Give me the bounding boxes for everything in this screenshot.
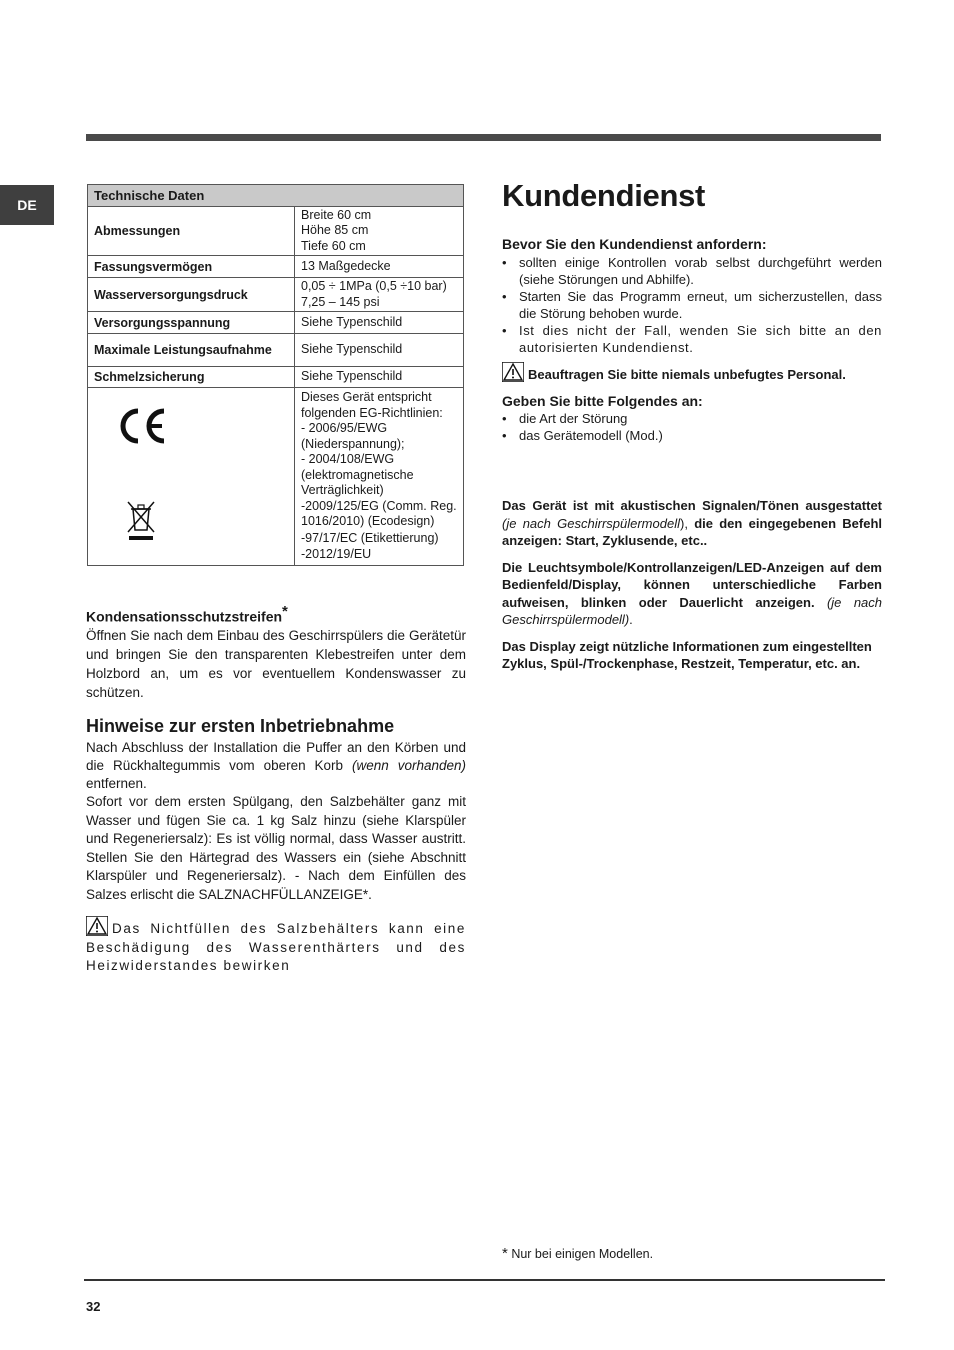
directive-line: (Niederspannung); — [301, 436, 405, 451]
directive-line: Dieses Gerät entspricht — [301, 390, 432, 404]
spec-key: Fassungsvermögen — [88, 256, 295, 278]
spec-table — [87, 184, 464, 566]
first-use-paragraph-2: Sofort vor dem ersten Spülgang, den Salzbehälter ganz mit Wasser und fügen Sie ca. 1 kg Salz hinzu (siehe Klarspüler und Regeneriersalz): Es ist völlig normal, dass Wasser austritt. Stellen Sie den Härtegrad des Wassers ein (siehe Abschnitt Klarspüler und Regeneriersalz). - Nach dem Einfüllen des Salzes erlischt die SALZNACHFÜLLANZEIGE*. — [86, 794, 466, 902]
language-tab: DE — [0, 185, 54, 225]
top-rule — [86, 134, 881, 141]
spec-value: 0,05 ÷ 1MPa (0,5 ÷10 bar) — [301, 279, 447, 293]
page-number: 32 — [86, 1299, 101, 1314]
directive-line: folgenden EG-Richtlinien: — [301, 405, 443, 420]
spec-value: Siehe Typenschild — [301, 342, 403, 357]
spec-value: Siehe Typenschild — [301, 314, 403, 329]
signals-paragraph: Das Gerät ist mit akustischen Signalen/Tönen ausgestattet (je nach Geschirrspülermodell), die den eingegebenen Befehl anzeigen: Start, Zyklusende, etc.. — [502, 498, 882, 548]
directive-line: 1016/2010) (Ecodesign) — [301, 514, 435, 528]
list-item: • die Art der Störung — [502, 410, 882, 427]
condensation-heading: Kondensationsschutzstreifen* — [86, 603, 288, 625]
spec-key: Wasserversorgungsdruck — [88, 278, 295, 312]
spec-value: Breite 60 cm — [301, 207, 372, 222]
list-item: • Starten Sie das Programm erneut, um sicherzustellen, dass die Störung behoben wurde. — [502, 288, 882, 322]
bottom-rule — [84, 1279, 885, 1281]
list-item: • sollten einige Kontrollen vorab selbst durchgeführt werden (siehe Störungen und Abhilfe). — [502, 254, 882, 288]
list-item: • das Gerätemodell (Mod.) — [502, 427, 882, 444]
give-heading: Geben Sie bitte Folgendes an: — [502, 393, 703, 409]
directive-line: - 2006/95/EWG — [301, 421, 388, 435]
spec-value: 7,25 – 145 psi — [301, 294, 380, 309]
directive-line: - 2004/108/EWG — [301, 452, 395, 466]
spec-table-header: Technische Daten — [88, 185, 464, 207]
page-title: Kundendienst — [502, 178, 706, 213]
directive-line: -2012/19/EU — [301, 547, 372, 561]
list-item: • Ist dies nicht der Fall, wenden Sie sich bitte an den autorisierten Kundendienst. — [502, 322, 882, 356]
spec-value: Höhe 85 cm — [301, 223, 369, 238]
condensation-text: Öffnen Sie nach dem Einbau des Geschirrspülers die Gerätetür und bringen Sie den transparenten Klebestreifen unter dem Holzbord an, um es vor eventuellem Kondenswasser zu schützen. — [86, 627, 466, 700]
spec-value: 13 Maßgedecke — [301, 258, 391, 273]
directive-line: -97/17/EC (Etikettierung) — [301, 530, 439, 545]
weee-bin-icon — [126, 500, 156, 542]
features-section — [502, 497, 882, 673]
spec-value: Siehe Typenschild — [301, 369, 403, 384]
salt-warning: Das Nichtfüllen des Salzbehälters kann eine Beschädigung des Wasserenthärters und des Heizwiderstandes bewirken — [86, 916, 466, 976]
warning-icon — [86, 916, 108, 936]
spec-key: Maximale Leistungsaufnahme — [88, 334, 295, 367]
directive-line: Verträglichkeit) — [301, 483, 384, 497]
leds-paragraph: Die Leuchtsymbole/Kontrollanzeigen/LED-Anzeigen auf dem Bedienfeld/Display, können unterschiedliche Farben aufweisen, blinken oder Dauerlicht anzeigen. (je nach Geschirrspülermodell). — [502, 559, 883, 627]
spec-key: Versorgungsspannung — [88, 312, 295, 334]
give-list — [502, 410, 882, 444]
first-use-heading: Hinweise zur ersten Inbetriebnahme — [86, 716, 395, 736]
ce-mark-icon — [116, 406, 168, 446]
condensation-section — [86, 603, 466, 702]
warning-icon — [502, 362, 524, 382]
spec-key: Abmessungen — [88, 207, 295, 256]
before-list — [502, 254, 882, 356]
spec-value: Tiefe 60 cm — [301, 238, 366, 253]
certification-symbols — [88, 388, 295, 566]
service-section — [502, 178, 882, 444]
directive-line: -2009/125/EG (Comm. Reg. — [301, 498, 457, 513]
display-paragraph: Das Display zeigt nützliche Informationen zum eingestellten Zyklus, Spül-/Trockenphase, Restzeit, Temperatur, etc. an. — [502, 638, 872, 671]
footnote: * Nur bei einigen Modellen. — [502, 1245, 654, 1262]
spec-key: Schmelzsicherung — [88, 367, 295, 388]
first-use-section — [86, 716, 466, 976]
service-warning: Beauftragen Sie bitte niemals unbefugtes Personal. — [502, 362, 882, 382]
first-use-paragraph-1: Nach Abschluss der Installation die Puffer an den Körben und die Rückhaltegummis vom oberen Korb (wenn vorhanden) entfernen. — [86, 740, 466, 791]
before-heading: Bevor Sie den Kundendienst anfordern: — [502, 236, 767, 252]
directive-line: (elektromagnetische — [301, 467, 414, 482]
